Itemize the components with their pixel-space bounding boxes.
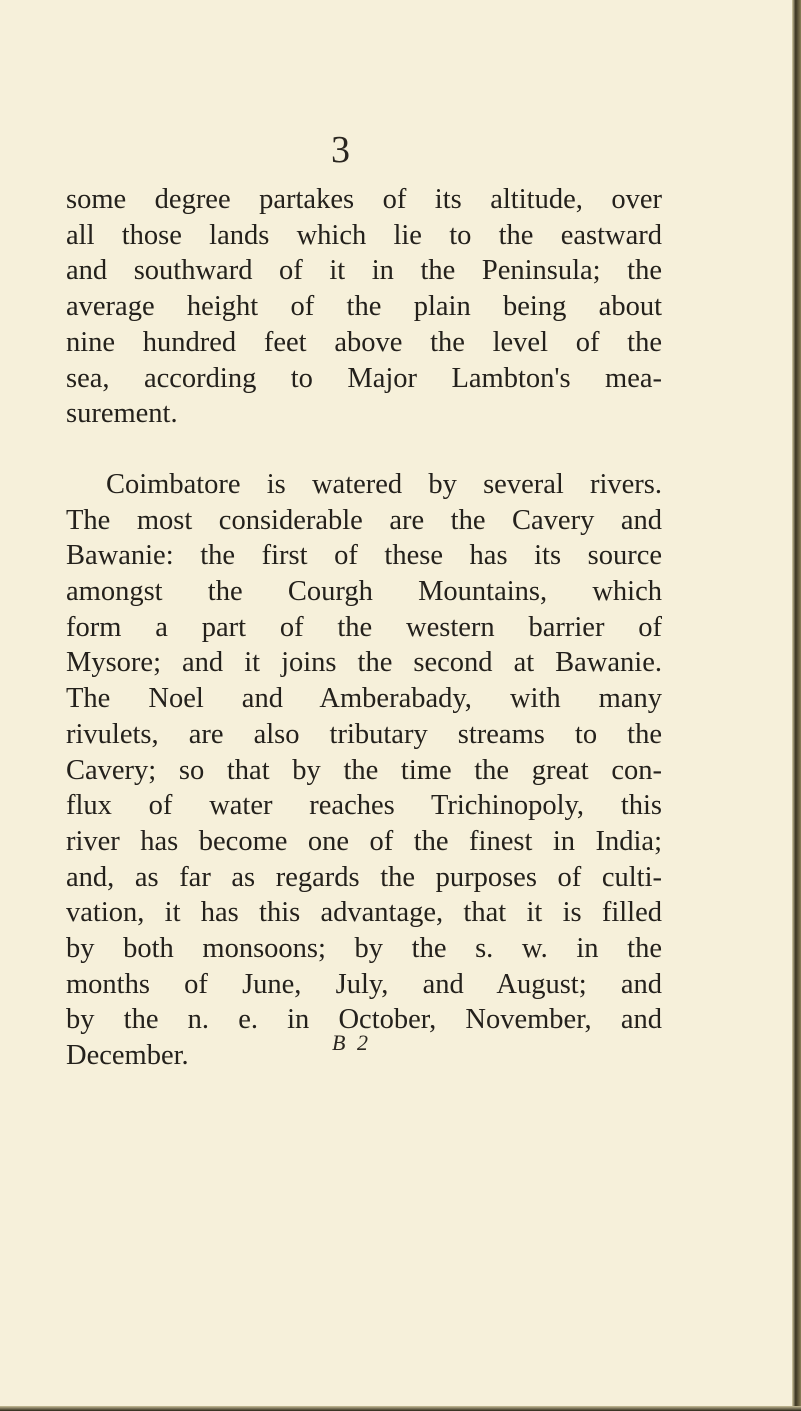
body-text	[66, 182, 662, 1074]
text-line: Cavery; so that by the time the great con-	[66, 754, 662, 786]
text-line: amongst the Courgh Mountains, which	[66, 576, 662, 608]
text-line: Bawanie: the first of these has its source	[66, 540, 662, 572]
text-line: surement.	[66, 398, 178, 430]
signature-mark: B 2	[332, 1030, 371, 1055]
paragraph-gap	[66, 432, 662, 467]
text-line: form a part of the western barrier of	[66, 611, 662, 643]
text-line: sea, according to Major Lambton's mea-	[66, 362, 662, 394]
text-line: flux of water reaches Trichinopoly, this	[66, 790, 662, 822]
text-line: nine hundred feet above the level of the	[66, 326, 662, 358]
text-line: by the n. e. in October, November, and	[66, 1004, 662, 1036]
text-line: Mysore; and it joins the second at Bawanie.	[66, 647, 662, 679]
text-line: December.	[66, 1040, 189, 1072]
text-line: and southward of it in the Peninsula; the	[66, 255, 662, 287]
text-line: months of June, July, and August; and	[66, 968, 662, 1000]
text-line: river has become one of the finest in India;	[66, 825, 662, 857]
text-line: some degree partakes of its altitude, over	[66, 184, 662, 215]
text-line: by both monsoons; by the s. w. in the	[66, 933, 662, 965]
text-line: Coimbatore is watered by several rivers.	[106, 468, 662, 500]
paragraph-1	[66, 182, 662, 432]
text-line: vation, it has this advantage, that it is filled	[66, 897, 662, 929]
text-line: and, as far as regards the purposes of culti-	[66, 861, 662, 893]
text-line: all those lands which lie to the eastward	[66, 219, 662, 251]
paragraph-2	[66, 467, 662, 1074]
text-line: The most considerable are the Cavery and	[66, 504, 662, 536]
page-edge-shadow	[792, 0, 801, 1411]
page-number: 3	[331, 129, 350, 171]
text-line: average height of the plain being about	[66, 291, 662, 323]
text-line: The Noel and Amberabady, with many	[66, 683, 662, 715]
text-line: rivulets, are also tributary streams to the	[66, 718, 662, 750]
page-bottom-edge	[0, 1406, 801, 1411]
